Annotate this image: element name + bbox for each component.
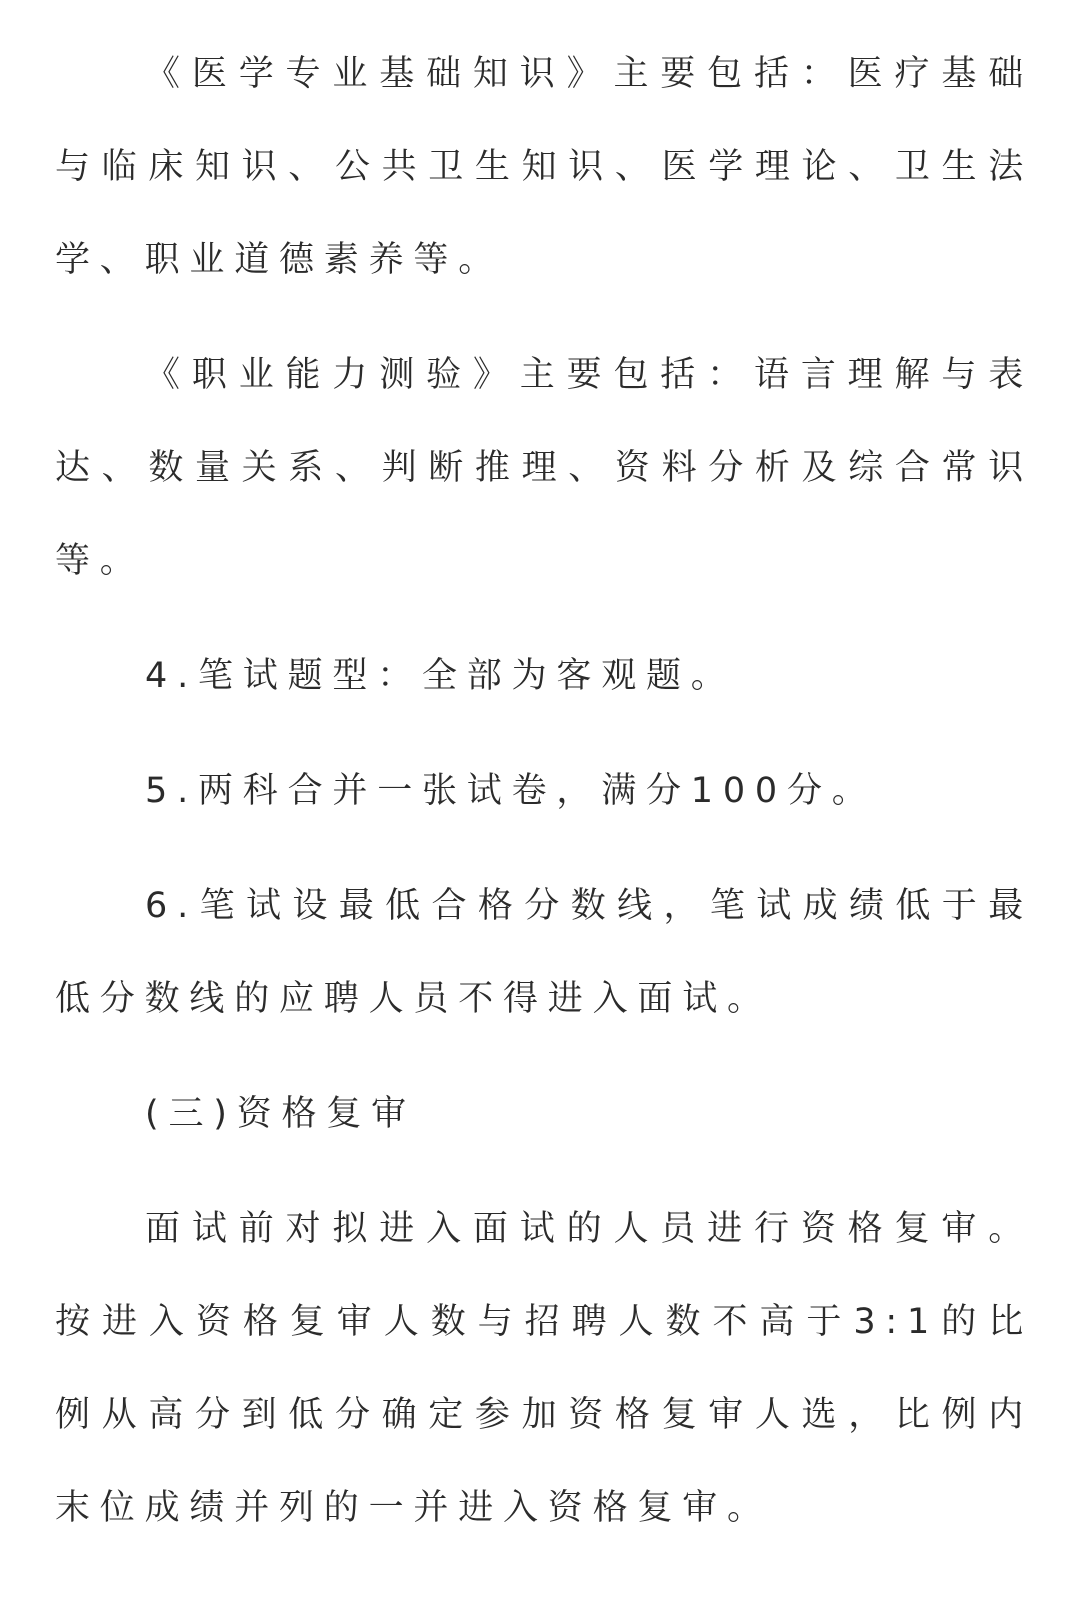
paragraph-minimum-pass-line: 6.笔试设最低合格分数线，笔试成绩低于最低分数线的应聘人员不得进入面试。 [55, 886, 1033, 1019]
paragraph-aptitude-test: 《职业能力测验》主要包括：语言理解与表达、数量关系、判断推理、资料分析及综合常识等。 [55, 355, 1033, 581]
paragraph-qualification-review: 面试前对拟进入面试的人员进行资格复审。按进入资格复审人数与招聘人数不高于3:1的比例从高分到低分确定参加资格复审人选，比例内末位成绩并列的一并进入资格复审。 [55, 1209, 1033, 1528]
article-body [55, 28, 1033, 1555]
paragraph-exam-full-score: 5.两科合并一张试卷，满分100分。 [145, 771, 877, 811]
paragraph-exam-question-type: 4.笔试题型：全部为客观题。 [145, 656, 736, 696]
section-heading-qualification-review: (三)资格复审 [145, 1094, 416, 1134]
paragraph-medical-basics: 《医学专业基础知识》主要包括：医疗基础与临床知识、公共卫生知识、医学理论、卫生法学、职业道德素养等。 [55, 54, 1033, 280]
